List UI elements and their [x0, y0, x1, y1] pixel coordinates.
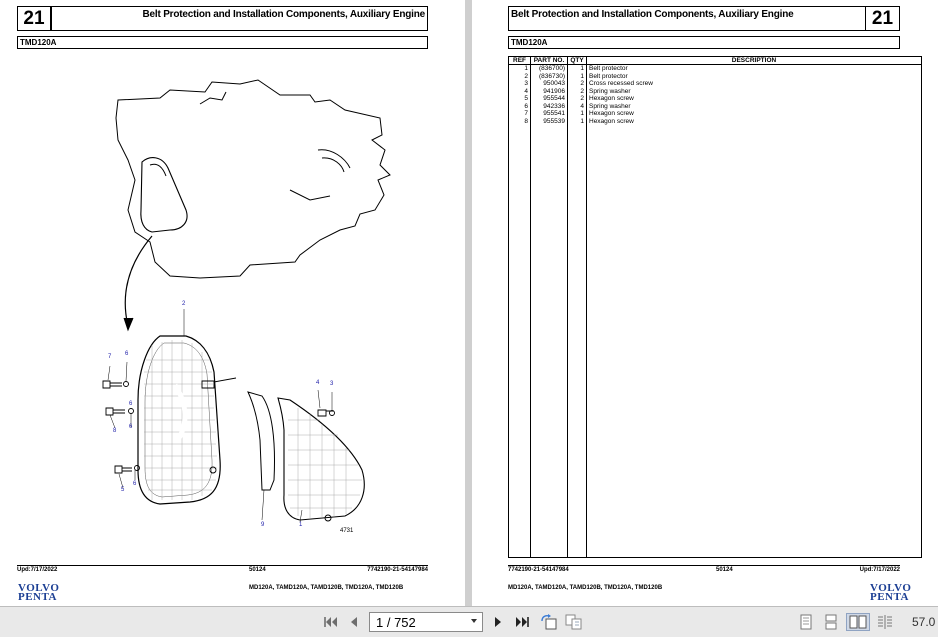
row-part-no: (836700)	[531, 65, 568, 73]
row-part-no: 955544	[531, 95, 568, 103]
callout-1: 1	[299, 522, 303, 528]
table-row	[509, 73, 922, 81]
callout-6c: 6	[129, 424, 133, 430]
row-qty: 2	[568, 80, 587, 88]
page-title: Belt Protection and Installation Components, Auxiliary Engine	[142, 9, 425, 20]
row-qty: 2	[568, 88, 587, 96]
volvo-penta-logo	[18, 584, 59, 602]
single-page-view-button[interactable]	[796, 613, 816, 631]
callout-6: 6	[125, 351, 129, 357]
row-description: Hexagon screw	[587, 110, 922, 118]
row-qty: 1	[568, 110, 587, 118]
figure-number: 4731	[340, 528, 354, 534]
right-footer-rule	[508, 565, 900, 566]
row-ref: 4	[509, 88, 531, 96]
col-qty: QTY	[568, 57, 587, 65]
callout-7: 7	[108, 354, 112, 360]
viewer-toolbar	[0, 606, 938, 637]
right-footer-models: MD120A, TAMD120A, TAMD120B, TMD120A, TMD120B	[508, 585, 663, 591]
right-footer-catalog: 50124	[716, 567, 733, 573]
callout-5: 5	[121, 487, 125, 493]
page-title-right: Belt Protection and Installation Components, Auxiliary Engine	[511, 9, 794, 20]
copy-page-button[interactable]	[564, 613, 584, 631]
single-page-icon	[800, 614, 812, 630]
two-page-continuous-icon	[876, 614, 894, 630]
left-page	[0, 0, 465, 606]
logo-line-penta: PENTA	[18, 591, 57, 603]
title-box-right	[508, 6, 866, 31]
section-number: 21	[23, 7, 45, 29]
parts-table	[508, 56, 922, 558]
table-row	[509, 118, 922, 126]
row-ref: 2	[509, 73, 531, 81]
section-number-box-right	[865, 6, 900, 31]
two-page-continuous-view-button[interactable]	[874, 613, 896, 631]
row-ref: 5	[509, 95, 531, 103]
model-label-right: TMD120A	[511, 38, 548, 47]
prev-page-icon	[349, 616, 359, 628]
continuous-view-button[interactable]	[821, 613, 841, 631]
row-qty: 1	[568, 118, 587, 126]
row-part-no: 955539	[531, 118, 568, 126]
logo-line-penta-right: PENTA	[870, 591, 909, 603]
engine-outline	[116, 80, 390, 278]
row-part-no: 955541	[531, 110, 568, 118]
copy-page-icon	[565, 614, 583, 630]
two-page-view-button[interactable]	[846, 613, 870, 631]
next-page-icon	[493, 616, 503, 628]
zoom-level[interactable]: 57.0	[912, 615, 936, 629]
row-description: Spring washer	[587, 103, 922, 111]
row-description: Hexagon screw	[587, 118, 922, 126]
callout-6b: 6	[129, 401, 133, 407]
row-description: Belt protector	[587, 65, 922, 73]
row-part-no: 941906	[531, 88, 568, 96]
col-description: DESCRIPTION	[587, 57, 922, 65]
last-page-icon	[515, 616, 529, 628]
exploded-diagram	[0, 52, 465, 552]
row-ref: 7	[509, 110, 531, 118]
callout-6d: 6	[133, 481, 137, 487]
row-qty: 1	[568, 65, 587, 73]
row-part-no: 942336	[531, 103, 568, 111]
callout-9: 9	[261, 522, 265, 528]
row-ref: 8	[509, 118, 531, 126]
continuous-page-icon	[825, 614, 837, 630]
next-page-button[interactable]	[490, 613, 506, 631]
callout-2: 2	[182, 301, 186, 307]
row-ref: 1	[509, 65, 531, 73]
row-qty: 2	[568, 95, 587, 103]
section-number-box	[17, 6, 51, 31]
right-page	[472, 0, 938, 606]
right-footer-doc-code: 7742190-21-54147984	[508, 567, 569, 573]
volvo-penta-logo-right	[870, 584, 911, 602]
page-indicator: 1 / 752	[376, 614, 416, 630]
bracket-9	[248, 392, 275, 490]
first-page-button[interactable]	[322, 613, 340, 631]
table-row	[509, 110, 922, 118]
left-footer-upd: Upd:7/17/2022	[17, 567, 58, 573]
table-filler	[509, 125, 922, 558]
row-description: Cross recessed screw	[587, 80, 922, 88]
model-label: TMD120A	[20, 38, 57, 47]
row-part-no: (836730)	[531, 73, 568, 81]
table-row	[509, 65, 922, 73]
two-page-icon	[849, 615, 867, 629]
engine-belt-guard	[141, 158, 187, 232]
location-arrow	[125, 236, 152, 326]
row-description: Belt protector	[587, 73, 922, 81]
section-number-right: 21	[871, 7, 894, 29]
table-row	[509, 80, 922, 88]
row-ref: 3	[509, 80, 531, 88]
left-footer-rule	[17, 565, 428, 566]
chevron-down-icon	[471, 619, 477, 623]
first-page-icon	[324, 616, 338, 628]
prev-page-button[interactable]	[346, 613, 362, 631]
parts-table-header	[509, 57, 922, 65]
row-qty: 4	[568, 103, 587, 111]
col-part-no: PART NO.	[531, 57, 568, 65]
rotate-icon	[540, 614, 558, 630]
logo-line-volvo-right: VOLVO	[870, 582, 912, 594]
row-description: Hexagon screw	[587, 95, 922, 103]
row-description: Spring washer	[587, 88, 922, 96]
model-box-right	[508, 36, 900, 49]
left-footer-doc-code: 7742190-21-54147984	[367, 567, 428, 573]
logo-line-volvo: VOLVO	[18, 582, 60, 594]
last-page-button[interactable]	[513, 613, 531, 631]
callout-8: 8	[113, 428, 117, 434]
row-ref: 6	[509, 103, 531, 111]
right-footer-upd: Upd:7/17/2022	[859, 567, 900, 573]
col-ref: REF	[509, 57, 531, 65]
left-footer-catalog: 50124	[249, 567, 266, 573]
table-row	[509, 95, 922, 103]
callout-4: 4	[316, 380, 320, 386]
page-selector[interactable]	[369, 612, 483, 632]
callout-3: 3	[330, 381, 334, 387]
row-part-no: 950043	[531, 80, 568, 88]
table-row	[509, 88, 922, 96]
title-box	[51, 6, 428, 31]
table-row	[509, 103, 922, 111]
rotate-page-button[interactable]	[539, 613, 559, 631]
row-qty: 1	[568, 73, 587, 81]
left-footer-models: MD120A, TAMD120A, TAMD120B, TMD120A, TMD120B	[249, 585, 404, 591]
model-box	[17, 36, 428, 49]
